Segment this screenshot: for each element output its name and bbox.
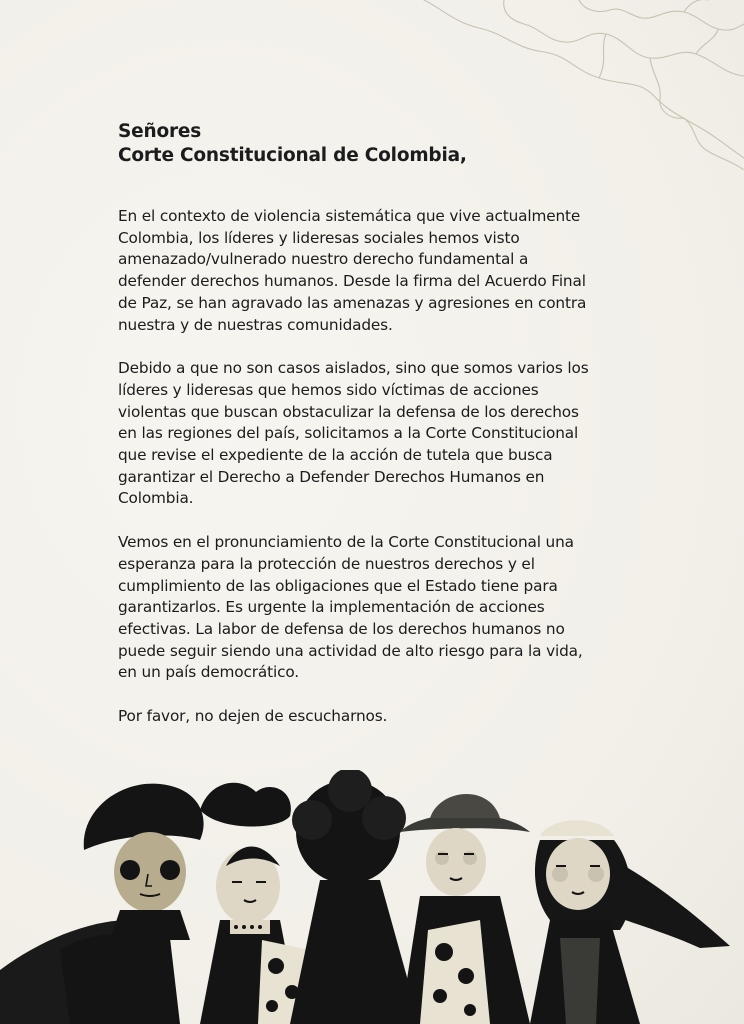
paragraph-line: Colombia. <box>118 489 194 508</box>
paragraph-line: garantizar el Derecho a Defender Derechos Humanos en <box>118 467 545 486</box>
paragraph-line: amenazado/vulnerado nuestro derecho fundamental a <box>118 250 529 269</box>
salutation-line: Corte Constitucional de Colombia, <box>118 145 467 166</box>
women-leaders-illustration-icon <box>0 770 744 1024</box>
paragraph-line: cumplimiento de las obligaciones que el Estado tiene para <box>118 576 558 595</box>
paragraph-line: En el contexto de violencia sistemática que vive actualmente <box>118 207 581 225</box>
letter-body <box>118 120 638 728</box>
paragraph-line: en un país democrático. <box>118 663 300 682</box>
letter-closing: Por favor, no dejen de escucharnos. <box>118 707 388 726</box>
paragraph-line: de Paz, se han agravado las amenazas y agresiones en contra <box>118 293 587 312</box>
paragraph-line: defender derechos humanos. Desde la firma del Acuerdo Final <box>118 272 586 291</box>
paragraph-line: garantizarlos. Es urgente la implementación de acciones <box>118 598 545 617</box>
letter-salutation <box>118 120 638 168</box>
salutation-line: Señores <box>118 121 202 142</box>
paragraph-line: Vemos en el pronunciamiento de la Corte Constitucional una <box>118 533 574 552</box>
paragraph-line: Debido a que no son casos aislados, sino que somos varios los <box>118 359 589 378</box>
paragraph-line: puede seguir siendo una actividad de alto riesgo para la vida, <box>118 641 583 660</box>
paragraph-line: líderes y lideresas que hemos sido víctimas de acciones <box>118 380 539 399</box>
paragraph-line: en las regiones del país, solicitamos a la Corte Constitucional <box>118 424 579 443</box>
paragraph-line: que revise el expediente de la acción de tutela que busca <box>118 446 553 465</box>
paragraph-line: esperanza para la protección de nuestros derechos y el <box>118 554 535 573</box>
letter-paragraph <box>118 358 638 510</box>
paragraph-line: nuestra y de nuestras comunidades. <box>118 315 393 334</box>
letter-paragraph <box>118 206 638 336</box>
letter-paragraph <box>118 532 638 684</box>
paragraph-line: violentas que buscan obstaculizar la defensa de los derechos <box>118 402 579 421</box>
paragraph-line: efectivas. La labor de defensa de los derechos humanos no <box>118 619 565 638</box>
paragraph-line: Colombia, los líderes y lideresas sociales hemos visto <box>118 228 520 247</box>
